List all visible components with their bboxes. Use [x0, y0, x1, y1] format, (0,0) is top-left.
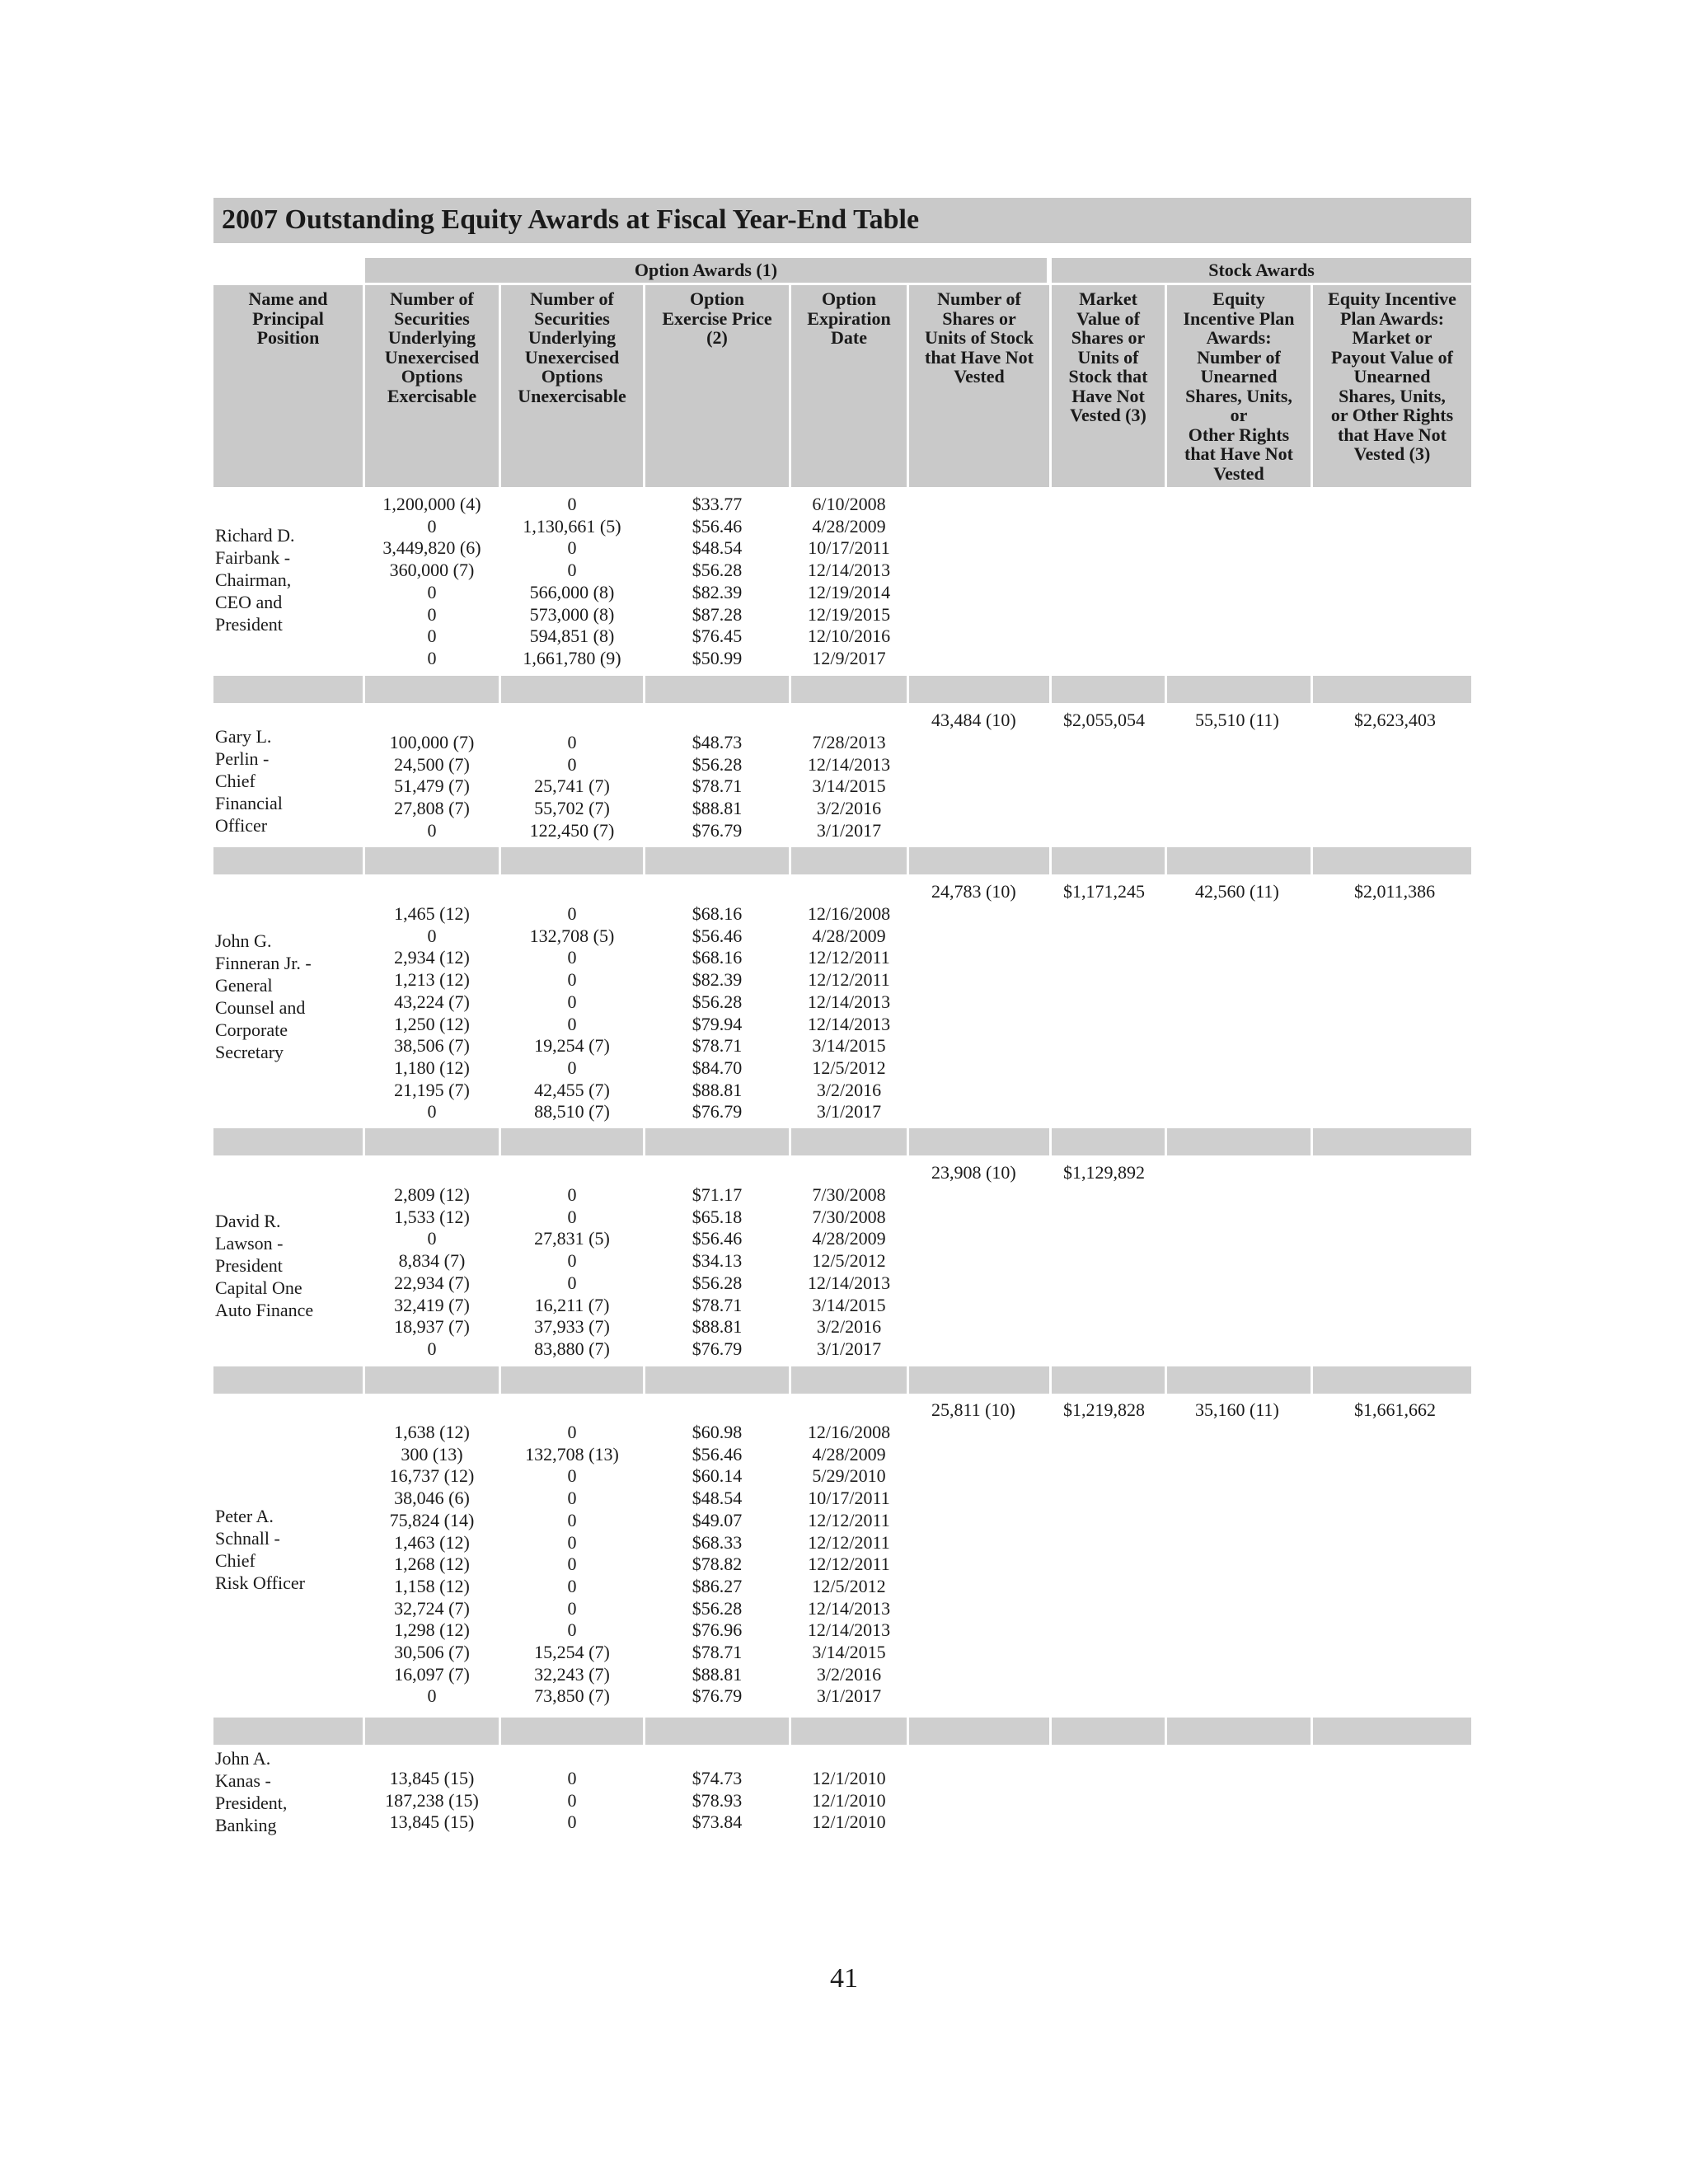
cell-shares-not-vested: 25,811 (10) [931, 1399, 1015, 1420]
cell-exercise-price: $48.73 $56.28 $78.71 $88.81 $76.79 [692, 732, 743, 841]
cell-expiration: 12/1/2010 12/1/2010 12/1/2010 [812, 1768, 886, 1833]
row-separator [791, 1128, 907, 1155]
row-separator [791, 676, 907, 703]
cell-eip-value: $2,011,386 [1354, 881, 1436, 902]
row-separator [1313, 1366, 1471, 1394]
row-separator [1167, 1128, 1311, 1155]
cell-unexercisable: 0 0 27,831 (5) 0 0 16,211 (7) 37,933 (7) 83,880 (7) [534, 1184, 610, 1359]
row-separator [645, 1128, 789, 1155]
row-separator [501, 1128, 643, 1155]
row-separator [501, 1366, 643, 1394]
header-expiration-date: Option Expiration Date [791, 285, 907, 487]
cell-market-value: $1,129,892 [1063, 1162, 1145, 1183]
row-separator [1313, 1128, 1471, 1155]
cell-eip-number: 55,510 (11) [1195, 710, 1279, 730]
cell-market-value: $2,055,054 [1063, 710, 1145, 730]
cell-exercise-price: $74.73 $78.93 $73.84 [692, 1768, 743, 1833]
option-awards-group-header: Option Awards (1) [365, 258, 1047, 283]
cell-unexercisable: 0 1,130,661 (5) 0 0 566,000 (8) 573,000 (8) 594,851 (8) 1,661,780 (9) [523, 494, 621, 668]
table-title: 2007 Outstanding Equity Awards at Fiscal Year-End Table [222, 204, 920, 235]
row-name: Richard D. Fairbank - Chairman, CEO and President [215, 525, 295, 635]
cell-unexercisable: 0 0 25,741 (7) 55,702 (7) 122,450 (7) [529, 732, 615, 841]
row-separator [1167, 1718, 1311, 1745]
row-separator [213, 1128, 363, 1155]
cell-shares-not-vested: 24,783 (10) [931, 881, 1016, 902]
header-exercise-price: Option Exercise Price (2) [645, 285, 789, 487]
cell-expiration: 7/28/2013 12/14/2013 3/14/2015 3/2/2016 3/1/2017 [807, 732, 891, 841]
row-name: Gary L. Perlin - Chief Financial Officer [215, 726, 283, 836]
row-separator [1313, 1718, 1471, 1745]
row-separator [501, 847, 643, 874]
row-separator [909, 676, 1049, 703]
row-separator [909, 847, 1049, 874]
cell-unexercisable: 0 0 0 [567, 1768, 577, 1833]
cell-shares-not-vested: 23,908 (10) [931, 1162, 1016, 1183]
row-separator [365, 847, 499, 874]
cell-market-value: $1,219,828 [1063, 1399, 1145, 1420]
row-name: Peter A. Schnall - Chief Risk Officer [215, 1506, 305, 1593]
row-separator [909, 1718, 1049, 1745]
cell-eip-number: 35,160 (11) [1195, 1399, 1279, 1420]
cell-exercisable: 2,809 (12) 1,533 (12) 0 8,834 (7) 22,934 (7) 32,419 (7) 18,937 (7) 0 [394, 1184, 470, 1359]
cell-exercisable: 1,638 (12) 300 (13) 16,737 (12) 38,046 (6) 75,824 (14) 1,463 (12) 1,268 (12) 1,158 (12) 32,724 (7) 1,298 (12) 30,506 (7) 16,097 (7) 0 [389, 1422, 475, 1707]
row-separator [501, 676, 643, 703]
header-eip-value: Equity Incentive Plan Awards: Market or Payout Value of Unearned Shares, Units, or Other Rights that Have Not Vested (3) [1313, 285, 1471, 487]
header-exercisable: Number of Securities Underlying Unexercised Options Exercisable [365, 285, 499, 487]
row-separator [1313, 676, 1471, 703]
cell-shares-not-vested: 43,484 (10) [931, 710, 1016, 730]
cell-expiration: 6/10/2008 4/28/2009 10/17/2011 12/14/2013 12/19/2014 12/19/2015 12/10/2016 12/9/2017 [807, 494, 891, 668]
row-separator [1167, 1366, 1311, 1394]
row-separator [1313, 847, 1471, 874]
row-separator [1052, 676, 1165, 703]
row-separator [1167, 676, 1311, 703]
header-shares-not-vested: Number of Shares or Units of Stock that Have Not Vested [909, 285, 1049, 487]
cell-expiration: 12/16/2008 4/28/2009 12/12/2011 12/12/2011 12/14/2013 12/14/2013 3/14/2015 12/5/2012 3/2/2016 3/1/2017 [807, 903, 891, 1122]
cell-expiration: 12/16/2008 4/28/2009 5/29/2010 10/17/2011 12/12/2011 12/12/2011 12/12/2011 12/5/2012 12/14/2013 12/14/2013 3/14/2015 3/2/2016 3/1/2017 [807, 1422, 891, 1707]
row-separator [501, 1718, 643, 1745]
header-name-position: Name and Principal Position [213, 285, 363, 487]
row-separator [1052, 1366, 1165, 1394]
row-separator [645, 676, 789, 703]
header-eip-number: Equity Incentive Plan Awards: Number of Unearned Shares, Units, or Other Rights that Have Not Vested [1167, 285, 1311, 487]
row-name: John G. Finneran Jr. - General Counsel and Corporate Secretary [215, 930, 312, 1062]
row-separator [213, 847, 363, 874]
cell-exercise-price: $68.16 $56.46 $68.16 $82.39 $56.28 $79.94 $78.71 $84.70 $88.81 $76.79 [692, 903, 743, 1122]
row-separator [365, 1366, 499, 1394]
row-separator [909, 1366, 1049, 1394]
row-separator [645, 1366, 789, 1394]
cell-exercisable: 100,000 (7) 24,500 (7) 51,479 (7) 27,808 (7) 0 [389, 732, 475, 841]
cell-eip-value: $1,661,662 [1354, 1399, 1436, 1420]
cell-unexercisable: 0 132,708 (13) 0 0 0 0 0 0 0 0 15,254 (7) 32,243 (7) 73,850 (7) [525, 1422, 619, 1707]
row-separator [791, 847, 907, 874]
cell-market-value: $1,171,245 [1063, 881, 1145, 902]
row-separator [213, 676, 363, 703]
row-separator [909, 1128, 1049, 1155]
cell-unexercisable: 0 132,708 (5) 0 0 0 0 19,254 (7) 0 42,455 (7) 88,510 (7) [529, 903, 615, 1122]
row-name: David R. Lawson - President Capital One Auto Finance [215, 1211, 314, 1320]
row-separator [1052, 847, 1165, 874]
row-separator [365, 1128, 499, 1155]
row-separator [365, 1718, 499, 1745]
stock-awards-group-header: Stock Awards [1052, 258, 1471, 283]
row-separator [213, 1718, 363, 1745]
row-separator [1052, 1718, 1165, 1745]
header-market-value: Market Value of Shares or Units of Stock that Have Not Vested (3) [1052, 285, 1165, 487]
cell-eip-value: $2,623,403 [1354, 710, 1436, 730]
cell-exercise-price: $60.98 $56.46 $60.14 $48.54 $49.07 $68.33 $78.82 $86.27 $56.28 $76.96 $78.71 $88.81 $76.79 [692, 1422, 743, 1707]
row-separator [1052, 1128, 1165, 1155]
cell-exercise-price: $71.17 $65.18 $56.46 $34.13 $56.28 $78.71 $88.81 $76.79 [692, 1184, 743, 1359]
row-separator [645, 1718, 789, 1745]
cell-exercisable: 1,465 (12) 0 2,934 (12) 1,213 (12) 43,224 (7) 1,250 (12) 38,506 (7) 1,180 (12) 21,195 (7) 0 [394, 903, 470, 1122]
cell-eip-number: 42,560 (11) [1195, 881, 1279, 902]
page-number: 41 [830, 1963, 858, 1994]
row-separator [791, 1718, 907, 1745]
cell-expiration: 7/30/2008 7/30/2008 4/28/2009 12/5/2012 12/14/2013 3/14/2015 3/2/2016 3/1/2017 [807, 1184, 891, 1359]
row-separator [1167, 847, 1311, 874]
row-separator [645, 847, 789, 874]
cell-exercisable: 1,200,000 (4) 0 3,449,820 (6) 360,000 (7) 0 0 0 0 [382, 494, 481, 668]
table-title-bar [213, 198, 1471, 243]
cell-exercise-price: $33.77 $56.46 $48.54 $56.28 $82.39 $87.28 $76.45 $50.99 [692, 494, 743, 668]
header-unexercisable: Number of Securities Underlying Unexercised Options Unexercisable [501, 285, 643, 487]
row-name: John A. Kanas - President, Banking [215, 1748, 288, 1835]
cell-exercisable: 13,845 (15) 187,238 (15) 13,845 (15) [385, 1768, 479, 1833]
row-separator [791, 1366, 907, 1394]
row-separator [213, 1366, 363, 1394]
row-separator [365, 676, 499, 703]
